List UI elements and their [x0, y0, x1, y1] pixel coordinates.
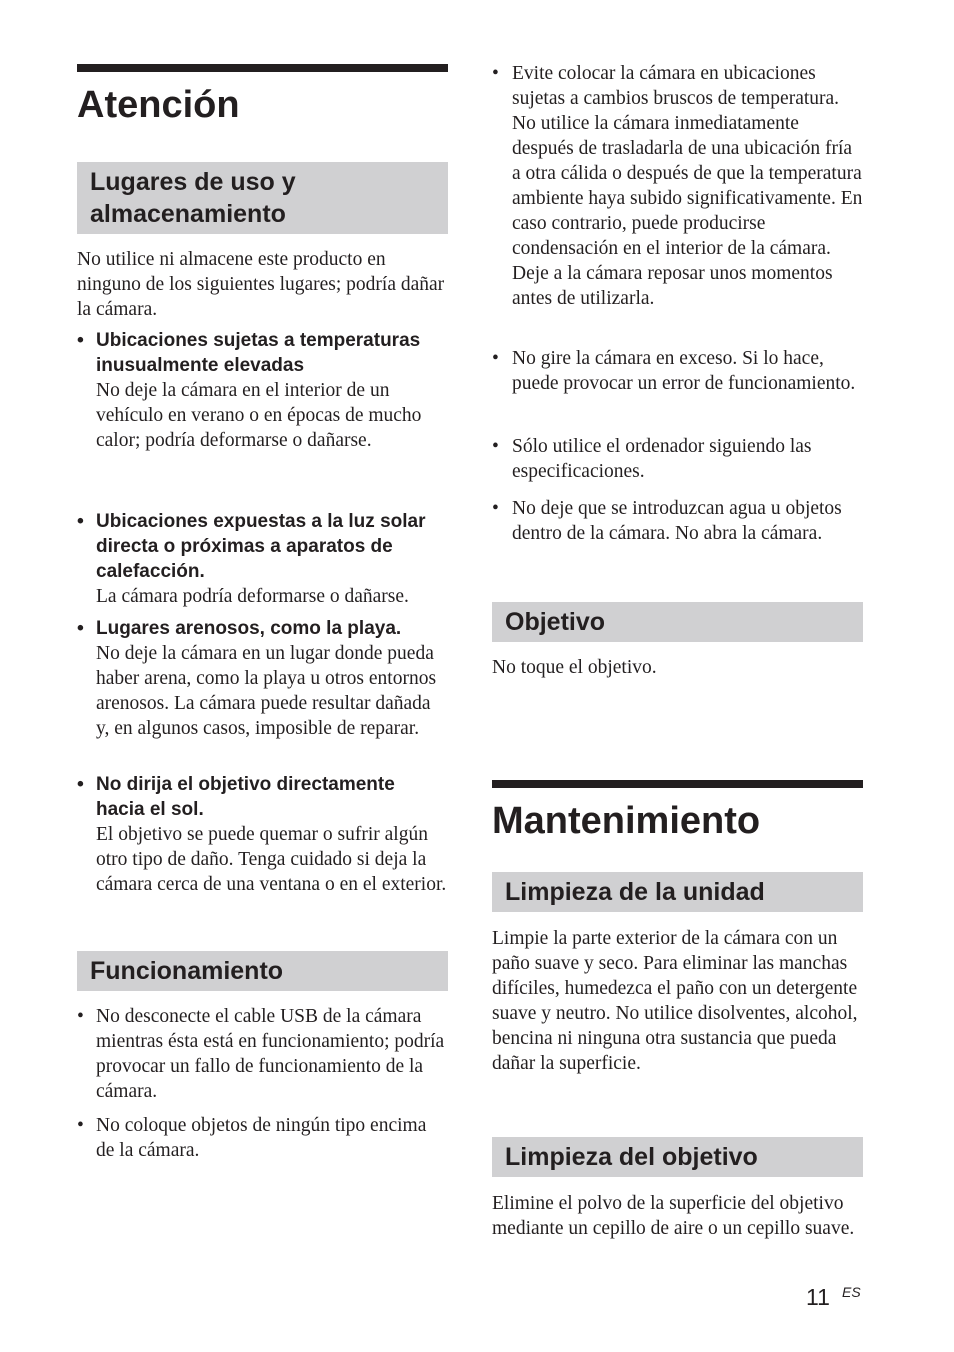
bullet: • [492, 498, 499, 519]
item-text: No deje la cámara en el interior de un vehículo en verano o en épocas de mucho calor; podría deformarse o dañarse. [96, 380, 422, 451]
item-title: Ubicaciones expuestas a la luz solar directa o próximas a aparatos de calefacción. [96, 511, 426, 582]
objetivo-text: No toque el objetivo. [492, 657, 657, 678]
item-text: Sólo utilice el ordenador siguiendo las especificaciones. [512, 436, 812, 482]
list-item [492, 496, 863, 546]
list-item [77, 616, 448, 741]
item-title: No dirija el objetivo directamente hacia el sol. [96, 774, 395, 820]
bullet: • [77, 1115, 84, 1136]
page-language: ES [842, 1284, 861, 1300]
item-text: No deje la cámara en un lugar donde pueda haber arena, como la playa u otros entornos arenosos. La cámara puede resultar dañada y, en algunos casos, imposible de reparar. [96, 643, 437, 739]
bullet: • [77, 1006, 84, 1027]
list-item [77, 1004, 448, 1104]
list-item [492, 434, 863, 484]
bullet: • [492, 348, 499, 369]
heading-lugares: Lugares de uso y almacenamiento [77, 162, 448, 234]
list-item [77, 772, 448, 897]
heading-limpieza-objetivo: Limpieza del objetivo [492, 1137, 863, 1177]
item-text: La cámara podría deformarse o dañarse. [96, 586, 409, 607]
item-text: No deje que se introduzcan agua u objetos dentro de la cámara. No abra la cámara. [512, 498, 842, 544]
list-item [77, 1113, 448, 1163]
item-title: Lugares arenosos, como la playa. [96, 618, 402, 639]
page-number: 11 [806, 1284, 830, 1310]
heading-objetivo: Objetivo [492, 602, 863, 642]
item-text: El objetivo se puede quemar o sufrir algún otro tipo de daño. Tenga cuidado si deja la cámara cerca de una ventana o en el exterior. [96, 824, 447, 895]
item-text: No desconecte el cable USB de la cámara mientras ésta está en funcionamiento; podría provocar un fallo de funcionamiento de la cámara. [96, 1006, 445, 1102]
item-title: Ubicaciones sujetas a temperaturas inusualmente elevadas [96, 330, 421, 376]
heading-limpieza-unidad: Limpieza de la unidad [492, 872, 863, 912]
bullet: • [77, 510, 84, 532]
list-item [492, 61, 863, 311]
list-item [492, 346, 863, 396]
list-item [77, 328, 448, 453]
bullet: • [77, 773, 84, 795]
limpieza-objetivo-text: Elimine el polvo de la superficie del objetivo mediante un cepillo de aire o un cepillo suave. [492, 1193, 855, 1239]
heading-funcionamiento: Funcionamiento [77, 951, 448, 991]
section-title-mantenimiento: Mantenimiento [492, 780, 863, 844]
bullet: • [492, 63, 499, 84]
list-item [77, 509, 448, 609]
item-text: No gire la cámara en exceso. Si lo hace, puede provocar un error de funcionamiento. [512, 348, 856, 394]
bullet: • [492, 436, 499, 457]
bullet: • [77, 617, 84, 639]
section-title-atencion: Atención [77, 64, 448, 128]
item-text: No coloque objetos de ningún tipo encima de la cámara. [96, 1115, 427, 1161]
lugares-intro: No utilice ni almacene este producto en ninguno de los siguientes lugares; podría dañar la cámara. [77, 249, 445, 320]
item-text: Evite colocar la cámara en ubicaciones sujetas a cambios bruscos de temperatura. No utilice la cámara inmediatamente después de trasladarla de una ubicación fría a otra cálida o después de que la temperatura ambiente haya subido significativamente. En caso contrario, puede producirse condensación en el interior de la cámara. Deje a la cámara reposar unos momentos antes de utilizarla. [512, 63, 863, 309]
limpieza-unidad-text: Limpie la parte exterior de la cámara con un paño suave y seco. Para eliminar las manchas difíciles, humedezca el paño con un detergente suave y neutro. No utilice disolventes, alcohol, bencina ni ninguna otra sustancia que pueda dañar la superficie. [492, 928, 858, 1074]
bullet: • [77, 329, 84, 351]
